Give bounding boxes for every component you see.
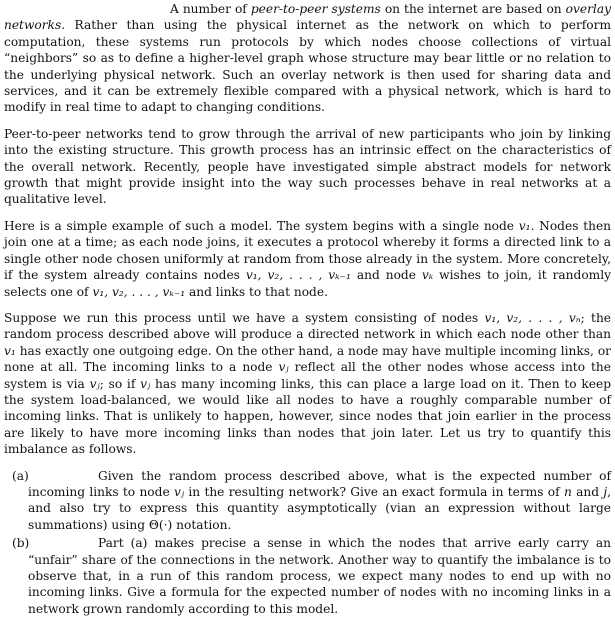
text-run: Given the random process described above, what is the expected number of incoming links to node (28, 468, 611, 499)
text-run: in the resulting network? Give an exact formula in terms of (184, 484, 564, 499)
text-run: reflect all the other nodes whose access into the system is via (4, 360, 611, 391)
text-run: Suppose we run this process until we have a system consisting of nodes (4, 310, 485, 325)
text-run: . Nodes then join one at a time; as each node joins, it executes a protocol whereby it forms a directed link to a single other node chosen uniformly at random from those already in the system. More concretely, if the system already contains nodes (4, 218, 612, 283)
question-b-text: Part (a) makes precise a sense in which the nodes that arrive early carry an “unfair” share of the connections in the network. Another way to quantify the imbalance is to observe that, in a run of this random process, we expect many nodes to end up with no incoming links. Give a formula for the expected number of nodes with no incoming links in a network grown randomly according to this model. (28, 536, 611, 616)
text-run: A number of (170, 2, 251, 16)
text-run: has many incoming links, this can place a large load on it. Then to keep the system load-balanced, we would like all nodes to have a roughly comparable number of incoming links. That is unlikely to happen, however, since nodes that join earlier in the process are likely to have more incoming links than nodes that join later. Let us try to quantify this imbalance as follows. (4, 376, 612, 457)
math-theta: Θ(·) (148, 517, 173, 532)
math-n: n (563, 484, 572, 499)
text-run: and (571, 484, 604, 499)
math-j: j (603, 484, 608, 499)
math-vj: vⱼ (89, 376, 100, 391)
question-b (12, 535, 611, 617)
text-run: on the internet are based on (380, 2, 566, 16)
math-v1: v₁ (518, 218, 531, 233)
paragraph-imbalance (4, 310, 611, 458)
question-a-label: (a) (12, 468, 29, 483)
paragraph-intro (4, 1, 611, 116)
text-run: Here is a simple example of such a model. The system begins with a single node (4, 218, 519, 233)
question-a (12, 468, 612, 534)
text-run: wishes to join, it randomly selects one of (4, 268, 611, 299)
math-node-list: v₁, v₂, . . . , vₖ₋₁ (245, 268, 351, 283)
paragraph-growth: Peer-to-peer networks tend to grow through the arrival of new participants who join by linking into the existing structure. This growth process has an intrinsic effect on the characteristics of the overall network. Recently, people have investigated simple abstract models for network growth that might provide insight into the way such processes behave in real networks at a qualitative level. (4, 126, 611, 207)
text-run: ; the random process described above will produce a directed network in which each node other than (4, 310, 612, 342)
math-vj: vⱼ (140, 376, 151, 391)
term-peer-to-peer: peer-to-peer systems (250, 2, 381, 16)
text-run: Rather than using the physical internet as the network on which to perform computation, these systems run protocols by which nodes choose collections of virtual “neighbors” so as to define a higher-level graph whose structure may bear little or no relation to the underlying physical network. Such an overlay network is then used for sharing data and services, and it can be extremely flexible compared with a physical network, which is hard to modify in real time to adapt to changing conditions. (4, 18, 611, 115)
question-b-label: (b) (12, 536, 30, 551)
math-node-list: v₁, v₂, . . . , vₙ (484, 310, 581, 325)
math-vk: vₖ (421, 268, 434, 283)
math-node-list: v₁, v₂, . . . , vₖ₋₁ (92, 284, 186, 299)
text-run: ; so if (99, 376, 141, 391)
math-vj: vⱼ (173, 484, 185, 499)
text-run: and node (350, 268, 422, 283)
term-overlay-networks: overlay networks. (4, 2, 611, 33)
text-run: notation. (172, 517, 232, 532)
math-vj: vⱼ (278, 360, 289, 375)
paragraph-model (4, 218, 611, 300)
text-run: has exactly one outgoing edge. On the other hand, a node may have multiple incoming links, or none at all. The incoming links to a node (4, 343, 611, 375)
text-run: and links to that node. (185, 284, 328, 299)
math-v1: v₁ (4, 343, 16, 358)
text-run: , and also try to express this quantity asymptotically (vian an expression without large summations) using (28, 484, 612, 532)
